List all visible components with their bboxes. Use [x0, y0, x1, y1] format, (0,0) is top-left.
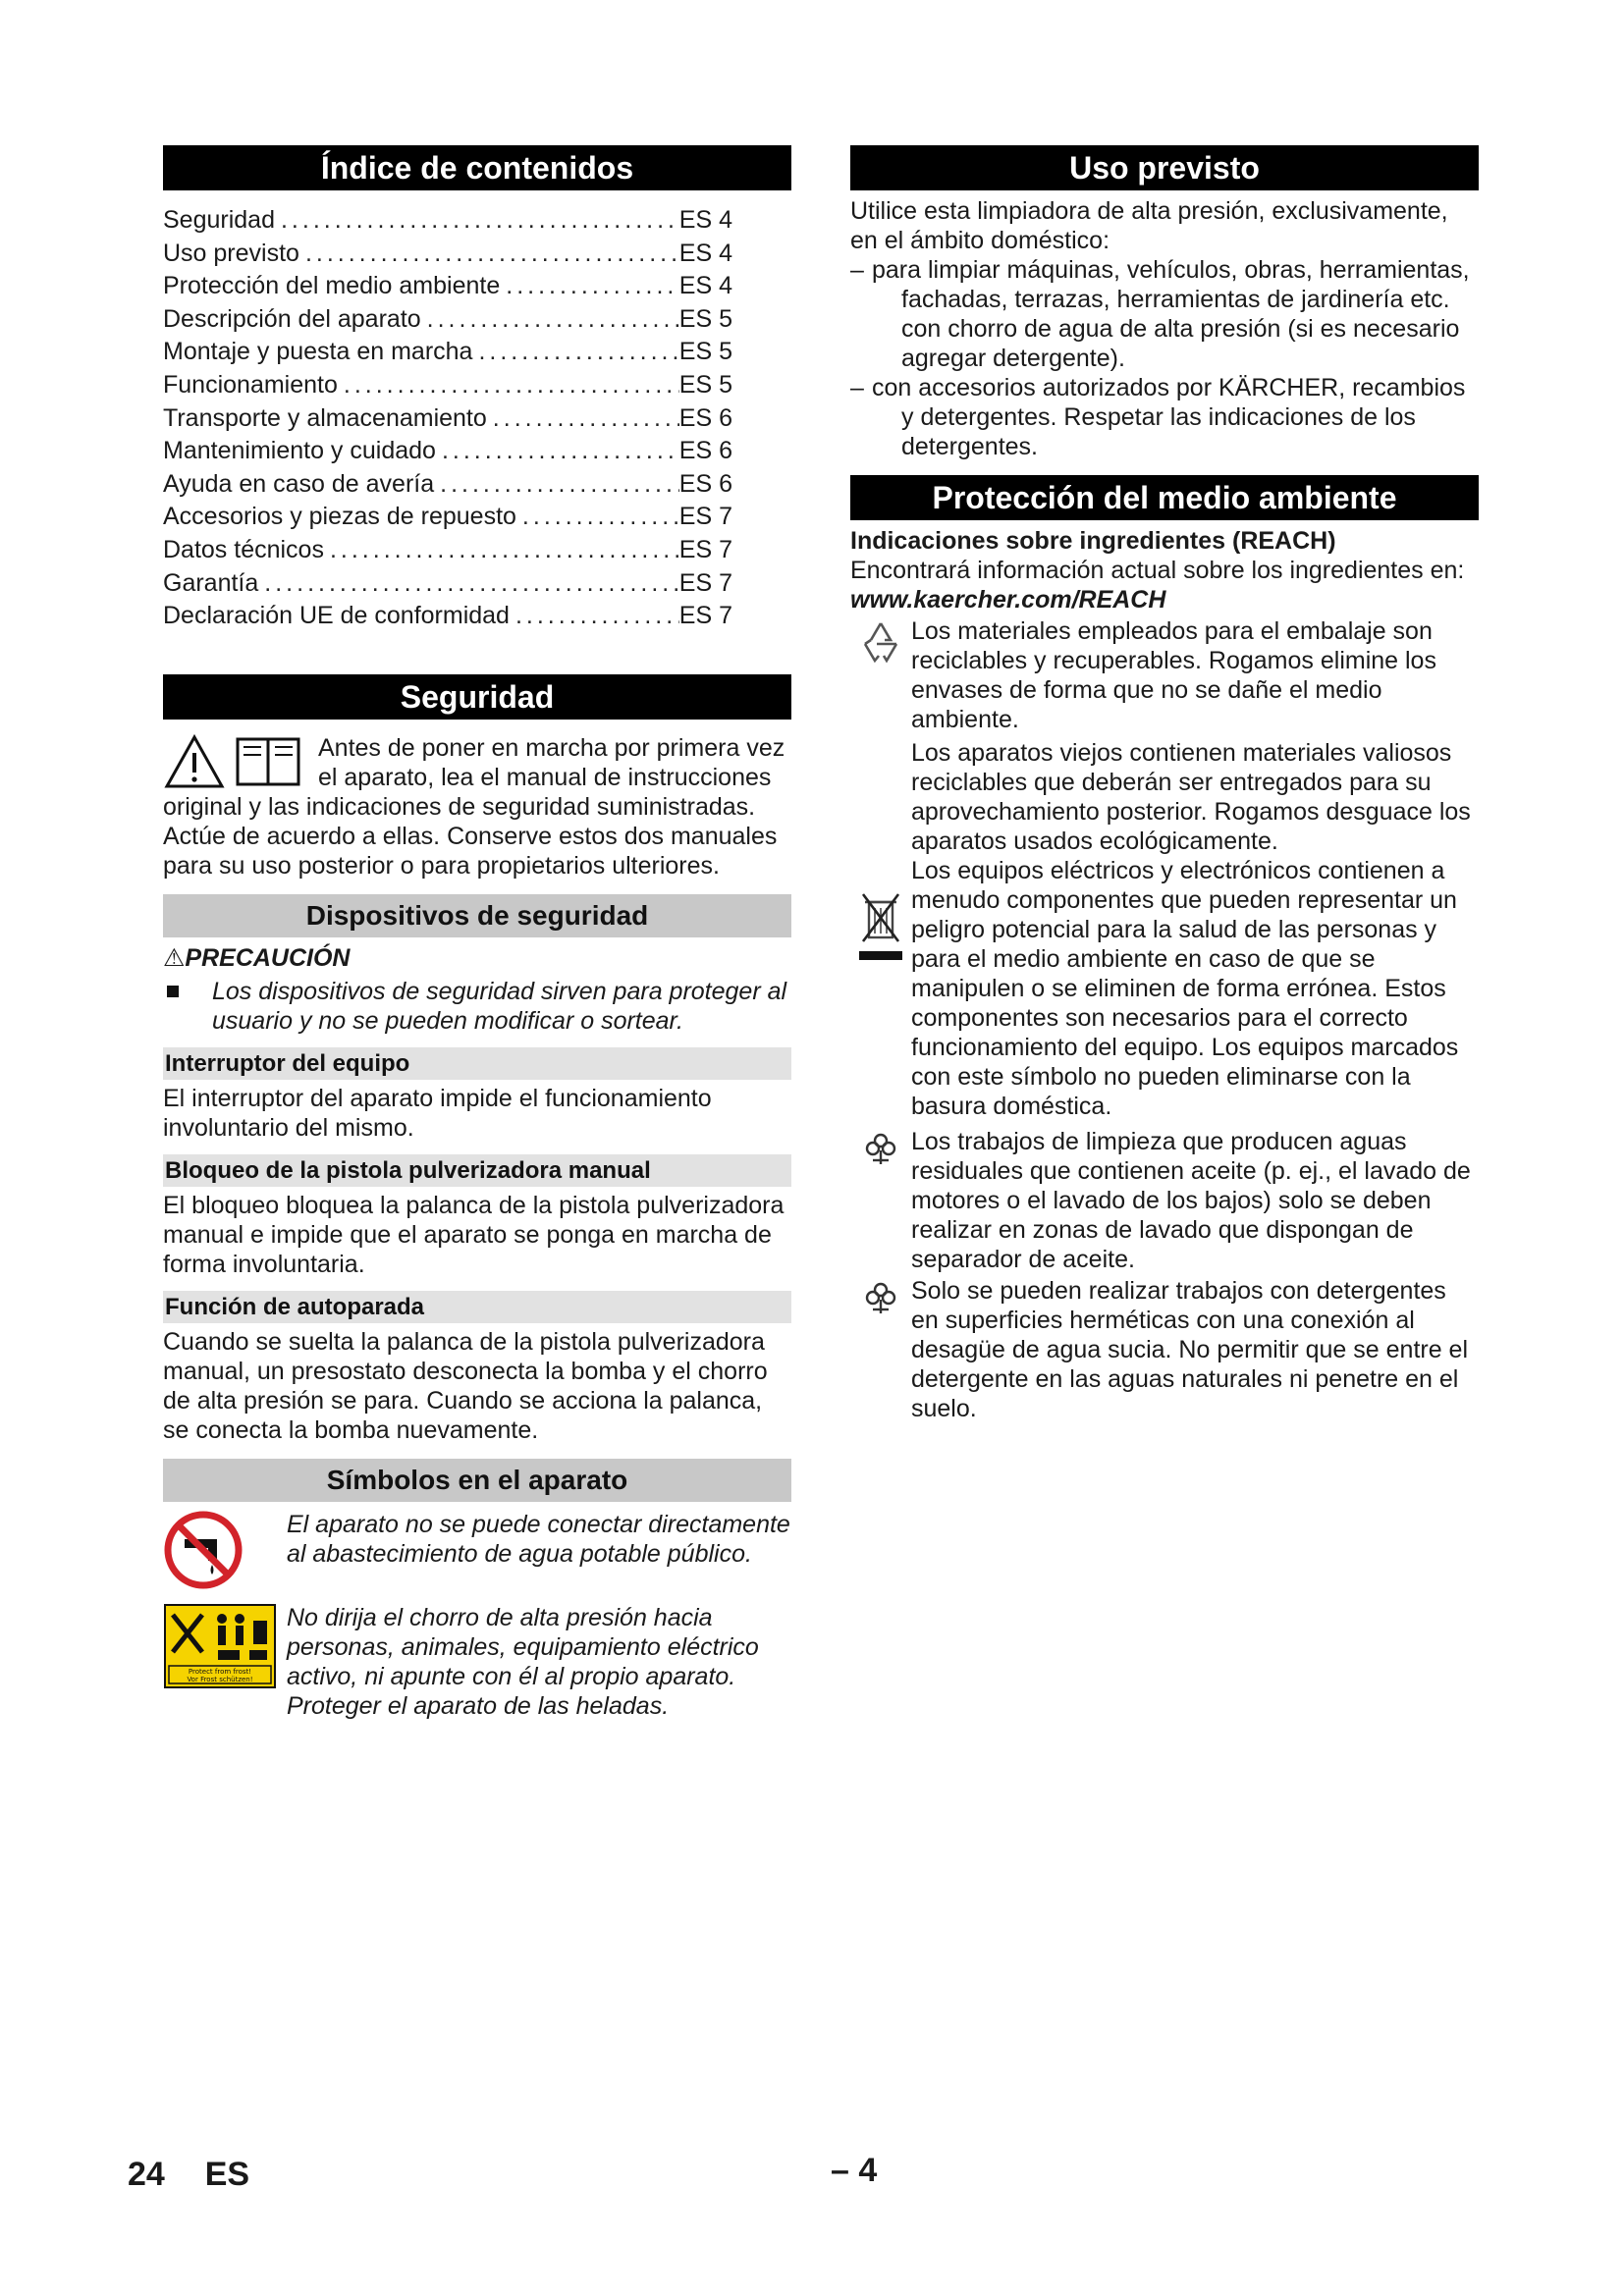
toc-entry[interactable] [163, 468, 732, 502]
high-pressure-warning-icon [163, 1603, 277, 1689]
bloqueo-text: El bloqueo bloquea la palanca de la pistola pulverizadora manual e impide que el aparato se ponga en marcha de forma involuntaria. [163, 1191, 785, 1278]
dispositivos-heading: Dispositivos de seguridad [163, 894, 791, 937]
toc-entry-page: ES 6 [678, 437, 732, 465]
warning-manual-icon [163, 733, 308, 790]
environment-icon [861, 1278, 900, 1317]
bloqueo-heading: Bloqueo de la pistola pulverizadora manual [163, 1154, 791, 1187]
toc-entry-title: Accesorios y piezas de repuesto [163, 503, 516, 531]
table-of-contents [163, 204, 791, 633]
interruptor-text: El interruptor del aparato impide el funcionamiento involuntario del mismo. [163, 1084, 712, 1142]
right-column [850, 145, 1479, 1423]
frost-label-en: Protect from frost! [188, 1667, 252, 1676]
env-text-oil: Los trabajos de limpieza que producen aguas residuales que contienen aceite (p. ej., el lavado de motores o el lavado de los bajos) solo se deben realizar en zonas de lavado que dispongan de separador de aceite. [911, 1128, 1471, 1273]
env-item-packaging [850, 616, 1479, 734]
seguridad-heading: Seguridad [163, 674, 791, 720]
uso-list [850, 255, 1479, 461]
toc-entry[interactable] [163, 402, 732, 436]
toc-entry[interactable] [163, 369, 732, 402]
reach-heading: Indicaciones sobre ingredientes (REACH) [850, 527, 1336, 555]
reach-text: Encontrará información actual sobre los ingredientes en: [850, 557, 1465, 584]
toc-leader-dots [299, 238, 679, 271]
toc-entry-page: ES 4 [678, 206, 732, 234]
env-item-oil [850, 1127, 1479, 1274]
toc-entry-page: ES 7 [678, 535, 732, 563]
toc-entry-page: ES 6 [678, 403, 732, 432]
toc-entry[interactable] [163, 501, 732, 534]
uso-intro: Utilice esta limpiadora de alta presión, exclusivamente, en el ámbito doméstico: [850, 197, 1448, 254]
symbol-text-high-pressure: No dirija el chorro de alta presión hacia personas, animales, equipamiento eléctrico activo, ni apunte con él al propio aparato. Proteger el aparato de las heladas. [287, 1603, 759, 1720]
caution-icon: ⚠ [163, 943, 186, 972]
uso-list-item: – con accesorios autorizados por KÄRCHER, recambios y detergentes. Respetar las indicaciones de los detergentes. [850, 374, 1466, 460]
caution-label-row [163, 943, 791, 973]
bullet-square-icon [167, 986, 179, 997]
toc-leader-dots [516, 501, 679, 534]
toc-entry-title: Montaje y puesta en marcha [163, 338, 473, 366]
language-code: ES [204, 2156, 250, 2193]
no-drinking-water-icon [163, 1510, 244, 1590]
env-text-weee-2: Los equipos eléctricos y electrónicos contienen a menudo componentes que pueden representar un peligro potencial para la salud de las personas y para el medio ambiente en caso de que se manipulen o se eliminen de forma errónea. Estos componentes son necesarios para el correcto funcionamiento del equipo. Los equipos marcados con este símbolo no pueden eliminarse con la basura doméstica. [911, 857, 1459, 1120]
safety-intro [163, 733, 791, 881]
toc-entry-page: ES 6 [678, 469, 732, 498]
caution-label: PRECAUCIÓN [185, 943, 351, 972]
env-item-detergent [850, 1276, 1479, 1423]
toc-heading: Índice de contenidos [163, 145, 791, 190]
toc-entry[interactable] [163, 204, 732, 238]
toc-entry-title: Funcionamiento [163, 370, 338, 399]
toc-entry-page: ES 7 [678, 503, 732, 531]
env-text-detergent: Solo se pueden realizar trabajos con detergentes en superficies herméticas con una conexión al desagüe de agua sucia. No permitir que se entre el detergente en las aguas naturales ni penetre en el suelo. [911, 1277, 1469, 1422]
page-footer-left [128, 2156, 249, 2194]
toc-entry-page: ES 7 [678, 602, 732, 630]
uso-heading: Uso previsto [850, 145, 1479, 190]
toc-entry[interactable] [163, 567, 732, 601]
toc-entry-title: Transporte y almacenamiento [163, 403, 487, 432]
environment-icon [861, 1129, 900, 1168]
page-footer-center: – 4 [831, 2152, 878, 2189]
toc-leader-dots [421, 303, 679, 337]
toc-entry[interactable] [163, 336, 732, 369]
toc-entry[interactable] [163, 600, 732, 633]
env-text-packaging: Los materiales empleados para el embalaje son reciclables y recuperables. Rogamos elimine los envases de forma que no se dañe el medio ambiente. [911, 617, 1436, 733]
toc-leader-dots [258, 567, 679, 601]
env-item-weee [850, 738, 1479, 1121]
toc-entry-page: ES 4 [678, 272, 732, 300]
toc-entry-page: ES 5 [678, 304, 732, 333]
caution-text: Los dispositivos de seguridad sirven para proteger al usuario y no se pueden modificar o sortear. [212, 977, 787, 1035]
toc-entry-title: Mantenimiento y cuidado [163, 437, 436, 465]
crossed-bin-icon [855, 890, 906, 971]
recycle-icon [857, 618, 904, 666]
toc-entry-title: Ayuda en caso de avería [163, 469, 435, 498]
toc-entry-title: Garantía [163, 568, 259, 597]
toc-entry[interactable] [163, 534, 732, 567]
toc-leader-dots [472, 336, 678, 369]
toc-leader-dots [500, 270, 679, 303]
caution-item [163, 977, 791, 1036]
interruptor-heading: Interruptor del equipo [163, 1047, 791, 1080]
simbolos-heading: Símbolos en el aparato [163, 1459, 791, 1502]
symbol-item-potable-water [163, 1510, 791, 1595]
reach-link[interactable]: www.kaercher.com/REACH [850, 586, 1166, 614]
toc-leader-dots [510, 600, 679, 633]
toc-leader-dots [434, 468, 679, 502]
left-column [163, 145, 791, 1721]
toc-entry[interactable] [163, 270, 732, 303]
toc-entry[interactable] [163, 303, 732, 337]
toc-leader-dots [487, 402, 679, 436]
toc-leader-dots [324, 534, 679, 567]
uso-list-item: – para limpiar máquinas, vehículos, obras, herramientas, fachadas, terrazas, herramientas de jardinería etc. con chorro de agua de alta presión (si es necesario agregar detergente). [850, 256, 1470, 372]
toc-leader-dots [436, 435, 679, 468]
symbol-item-high-pressure [163, 1603, 791, 1721]
page-number: 24 [128, 2156, 165, 2193]
toc-entry[interactable] [163, 238, 732, 271]
env-text-weee-1: Los aparatos viejos contienen materiales valiosos reciclables que deberán ser entregados para su aprovechamiento posterior. Rogamos desguace los aparatos usados ecológicamente. [911, 739, 1471, 855]
toc-entry-title: Descripción del aparato [163, 304, 421, 333]
ambiente-heading: Protección del medio ambiente [850, 475, 1479, 520]
toc-leader-dots [338, 369, 679, 402]
symbol-text-potable-water: El aparato no se puede conectar directamente al abastecimiento de agua potable público. [287, 1510, 790, 1568]
autoparada-heading: Función de autoparada [163, 1291, 791, 1323]
toc-entry-title: Datos técnicos [163, 535, 324, 563]
toc-entry-page: ES 7 [678, 568, 732, 597]
toc-entry-title: Protección del medio ambiente [163, 272, 501, 300]
autoparada-text: Cuando se suelta la palanca de la pistola pulverizadora manual, un presostato desconecta la bomba y el chorro de alta presión se para. Cuando se acciona la palanca, se conecta la bomba nuevamente. [163, 1327, 768, 1444]
toc-entry-page: ES 5 [678, 370, 732, 399]
toc-leader-dots [275, 204, 679, 238]
toc-entry[interactable] [163, 435, 732, 468]
frost-label-de: Vor Frost schützen! [187, 1675, 253, 1683]
toc-entry-title: Seguridad [163, 206, 275, 234]
toc-entry-title: Uso previsto [163, 239, 299, 267]
toc-entry-page: ES 5 [678, 338, 732, 366]
toc-entry-title: Declaración UE de conformidad [163, 602, 510, 630]
safety-intro-text: Antes de poner en marcha por primera vez el aparato, lea el manual de instrucciones original y las indicaciones de seguridad suministradas. Actúe de acuerdo a ellas. Conserve estos dos manuales para su uso posterior o para propietarios ulteriores. [163, 733, 785, 880]
toc-entry-page: ES 4 [678, 239, 732, 267]
